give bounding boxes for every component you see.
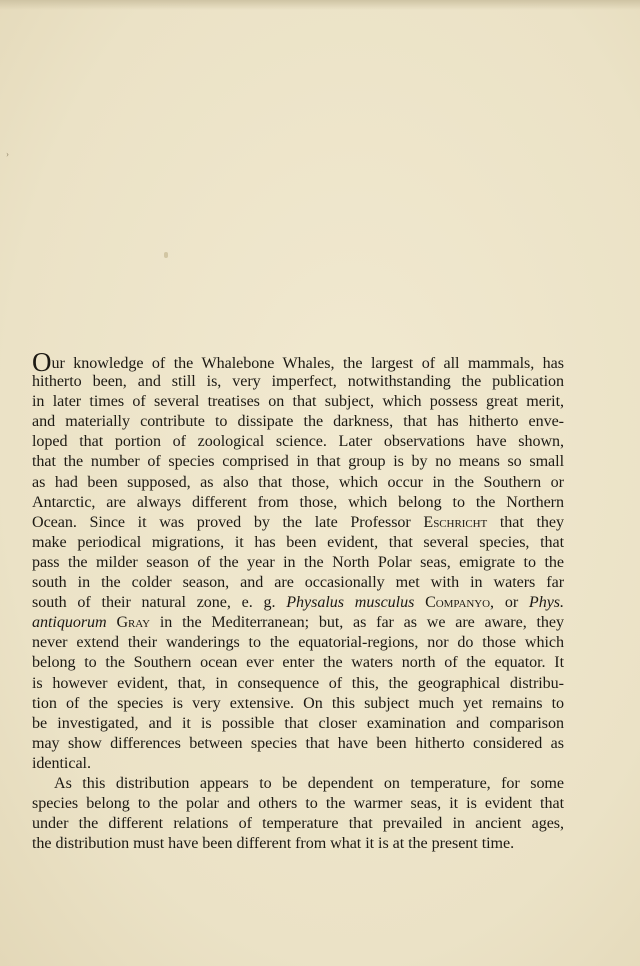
text-line	[32, 694, 564, 714]
paragraph	[32, 774, 564, 854]
text-run: and materially contribute to dissipate the darkness, that has hitherto enve-	[32, 413, 564, 431]
author-name: Companyo	[425, 594, 491, 612]
text-line	[32, 553, 564, 573]
text-run: Antarctic, are always different from those, which belong to the Northern	[32, 493, 564, 511]
text-run: never extend their wanderings to the equatorial-regions, nor do those which	[32, 634, 564, 652]
text-line	[32, 372, 564, 392]
text-run: that they	[487, 513, 565, 531]
text-run: in later times of several treatises on that subject, which possess great merit,	[32, 393, 564, 411]
text-run: that the number of species comprised in that group is by no means so small	[32, 453, 564, 471]
text-line	[32, 533, 564, 553]
species-name: Phys.	[528, 594, 564, 612]
text-line	[32, 714, 564, 734]
text-run: is however evident, that, in consequence of this, the geographical distribu-	[32, 674, 564, 692]
text-line	[32, 573, 564, 593]
text-line	[32, 613, 564, 633]
margin-mark: ›	[6, 149, 9, 159]
text-line	[32, 412, 564, 432]
text-line	[32, 432, 564, 452]
paragraph	[32, 347, 565, 774]
author-name: Eschricht	[423, 513, 488, 531]
text-run: belong to the Southern ocean ever enter the waters north of the equator. It	[32, 654, 564, 672]
text-run	[107, 614, 117, 631]
text-line	[32, 774, 564, 794]
author-name: Gray	[116, 614, 151, 632]
text-run: as had been supposed, as also that those, which occur in the Southern or	[32, 473, 564, 491]
text-line	[32, 513, 564, 533]
text-line	[32, 814, 564, 834]
text-line	[32, 754, 564, 774]
text-line	[32, 347, 564, 377]
paper-speck	[164, 252, 168, 258]
text-run: under the different relations of temperature that prevailed in ancient ages,	[32, 815, 564, 833]
text-run: , or	[490, 594, 529, 612]
text-line	[32, 473, 564, 493]
text-run: As this distribution appears to be dependent on temperature, for some	[54, 774, 564, 792]
text-line	[32, 734, 564, 754]
text-line	[32, 633, 564, 653]
text-run: in the Mediterranean; but, as far as we are aware, they	[150, 614, 564, 632]
text-run: south of their natural zone, e. g.	[32, 594, 287, 612]
text-run: identical.	[32, 754, 91, 772]
text-run: Ocean. Since it was proved by the late Professor	[32, 513, 424, 531]
text-run: species belong to the polar and others to the warmer seas, it is evident that	[32, 795, 564, 813]
text-line	[32, 794, 564, 814]
text-run: tion of the species is very extensive. On this subject much yet remains to	[32, 694, 564, 712]
species-name: antiquorum	[32, 614, 107, 632]
body-text	[32, 347, 565, 854]
text-run	[414, 594, 425, 611]
text-run: hitherto been, and still is, very imperfect, notwithstanding the publication	[32, 373, 564, 391]
text-run: loped that portion of zoological science. Later observations have shown,	[32, 433, 564, 451]
text-line	[32, 834, 564, 854]
text-run: south in the colder season, and are occasionally met with in waters far	[32, 574, 564, 592]
text-run: be investigated, and it is possible that closer examination and comparison	[32, 714, 564, 732]
text-line	[32, 593, 564, 613]
text-line	[32, 392, 564, 412]
drop-cap: O	[32, 347, 52, 377]
text-run: may show differences between species that have been hitherto considered as	[32, 734, 564, 752]
text-run: pass the milder season of the year in the North Polar seas, emigrate to the	[32, 553, 564, 571]
text-run: ur knowledge of the Whalebone Whales, the largest of all mammals, has	[51, 355, 564, 372]
text-line	[32, 674, 564, 694]
text-line	[32, 493, 564, 513]
text-line	[32, 653, 564, 673]
page-top-shadow	[0, 0, 640, 10]
text-line	[32, 452, 564, 472]
text-run: the distribution must have been different from what it is at the present time.	[32, 835, 515, 853]
text-run: make periodical migrations, it has been evident, that several species, that	[32, 533, 564, 551]
species-name: Physalus musculus	[286, 594, 415, 612]
